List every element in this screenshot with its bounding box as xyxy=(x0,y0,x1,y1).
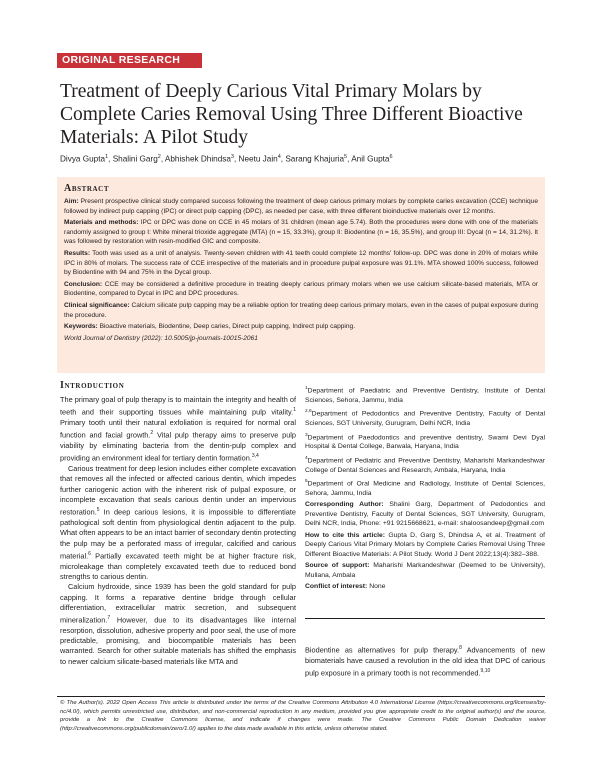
author-name: Abhishek Dhindsa xyxy=(164,154,231,164)
introduction-column xyxy=(60,380,296,667)
footer-rule xyxy=(57,696,545,697)
intro-text: In deep carious lesions, it is impossible to differentiate pathological soft dentin from physiological dentin adjacent to the pulp. What often appears to be an intact barrier of secondary dentin protecting the pulp may be a perforated mass of irregular, calcified and carious material. xyxy=(60,507,296,561)
intro-text: Primary tooth until their natural exfoliation is required for normal oral function and facial growth. xyxy=(60,418,296,440)
article-title: Treatment of Deeply Carious Vital Primary Molars by Complete Caries Removal Using Three Different Bioactive Materials: A Pilot Study xyxy=(60,81,523,148)
affiliation-sup: 1 xyxy=(305,386,308,391)
abstract-conclusion-text: CCE may be considered a definitive procedure in treating deeply carious primary molars when we use calcium silicate-based materials, MTA or Biodentine, compared to Dycal in IPC and DPC procedures. xyxy=(64,280,538,298)
abstract-box xyxy=(57,177,545,373)
abstract-aim-label: Aim: xyxy=(64,198,79,205)
citation-sup: 5 xyxy=(96,507,100,514)
column-divider xyxy=(305,618,545,619)
affiliation-text: Department of Pediatric and Preventive Dentistry, Maharishi Markandeshwar College of Dental Sciences and Research, Ambala, Haryana, India xyxy=(305,457,545,474)
how-to-cite-label: How to cite this article: xyxy=(305,531,386,539)
affiliation xyxy=(305,384,545,405)
abstract-aim xyxy=(64,197,538,216)
affiliations-column xyxy=(305,384,545,594)
conflict-text: None xyxy=(369,583,386,591)
corresponding-text: Shalini Garg, Department of Pedodontics and Preventive Dentistry, Faculty of Dental Sciences, SGT University, Gurugram, Delhi NCR, India, Phone: +91 9215668621, e-mail: shaloosandeep@gmail.com xyxy=(305,501,546,528)
body-text: Advancements of new biomaterials have caused a revolution in the old idea that DPC of carious pulp exposure in a primary tooth is not recommended. xyxy=(305,645,545,678)
journal-citation-text: World Journal of Dentistry (2022): 10.5005/jp-journals-10015-2061 xyxy=(64,334,258,342)
abstract-results-label: Results: xyxy=(64,249,91,257)
author-sup: 3 xyxy=(230,154,234,160)
abstract-aim-text: Present prospective clinical study compared success following the treatment of deep carious primary molars by complete caries excavation (CCE) technique followed by indirect pulp capping (IPC) or direct pulp capping (DPC), as needed per case, with three different bioinductive materials over 12 months. xyxy=(64,198,538,215)
abstract-keywords xyxy=(64,322,538,332)
body-text: Biodentine as alternatives for pulp therapy. xyxy=(305,645,460,655)
citation-sup: 7 xyxy=(107,615,111,622)
support-label: Source of support: xyxy=(305,562,370,570)
abstract-methods xyxy=(64,218,538,247)
author-sup: 6 xyxy=(389,154,393,160)
affiliation-text: Department of Paediatric and Preventive Dentistry, Institute of Dental Sciences, Sehora, Jammu, India xyxy=(305,387,545,404)
abstract-methods-text: IPC or DPC was done on CCE in 45 molars of 31 children (mean age 5.74). Both the procedures were done with one of the materials randomly assigned to group I: White mineral trioxide aggregate (MTA) (n = 15, 33.3%), group II: Biodentine (n = 16, 35.5%), and group III: Dycal (n = 14, 31.2%). It was followed by restoration with resin-modified GIC and composite. xyxy=(64,219,538,246)
abstract-conclusion-label: Conclusion: xyxy=(64,280,103,288)
affiliation xyxy=(305,431,545,452)
affiliation-sup: 3 xyxy=(305,432,308,438)
affiliation xyxy=(305,477,545,498)
intro-text: Calcium hydroxide, since 1939 has been the gold standard for pulp capping. It forms a reparative dentine bridge through cellular differentiation, extracellular matrix secretion, and subsequent mineralization. xyxy=(60,582,296,625)
corresponding-label: Corresponding Author: xyxy=(305,501,384,509)
abstract-clinical-label: Clinical significance: xyxy=(64,301,130,309)
article-type-label: ORIGINAL RESEARCH xyxy=(57,53,202,68)
affiliation-text: Department of Pedodontics and Preventive Dentistry, Faculty of Dental Sciences, SGT University, Gurugram, Delhi NCR, India xyxy=(305,410,545,428)
author-name: Neetu Jain xyxy=(238,154,278,164)
abstract-conclusion xyxy=(64,280,538,299)
corresponding-author xyxy=(305,500,545,529)
introduction-heading: Introduction xyxy=(60,380,125,391)
support-text: Maharishi Markandeshwar (Deemed to be University), Mullana, Ambala xyxy=(305,562,545,579)
intro-text: The primary goal of pulp therapy is to maintain the integrity and health of teeth and their supporting tissues while maintaining pulp vitality. xyxy=(60,395,296,417)
author-list: Divya Gupta$^1$, Shalini Garg$^2$, Abhishek Dhindsa$^3$, Neetu Jain$^4$, Sarang Khajuria$^5$, Anil Gupta$^6$ xyxy=(60,154,393,164)
conflict-label: Conflict of interest: xyxy=(305,583,368,591)
right-body-text xyxy=(305,643,545,679)
abstract-clinical xyxy=(64,301,538,320)
author-sup: 4 xyxy=(277,154,281,160)
author-name: Sarang Khajuria xyxy=(285,154,345,164)
affiliation-text: Department of Oral Medicine and Radiology, Institute of Dental Sciences, Sehora, Jammu, India xyxy=(305,480,545,497)
citation-sup: 9,10 xyxy=(480,668,491,675)
conflict-of-interest xyxy=(305,582,545,592)
affiliation-sup: 4 xyxy=(305,455,308,461)
affiliation xyxy=(305,454,545,475)
journal-citation xyxy=(64,334,538,344)
author-name: Anil Gupta xyxy=(351,154,390,164)
abstract-keywords-label: Keywords: xyxy=(64,323,98,331)
intro-text: Partially excavated teeth might be at higher fracture risk, microleakage than completely excavated teeth due to reduced bond strengths to carious dentin. xyxy=(60,551,296,581)
author-sup: 1 xyxy=(105,154,109,160)
source-of-support xyxy=(305,561,545,580)
citation-sup: 2 xyxy=(150,430,154,437)
abstract-keywords-text: Bioactive materials, Biodentine, Deep caries, Direct pulp capping, Indirect pulp capping. xyxy=(99,323,356,331)
author-sup: 2 xyxy=(157,154,161,160)
intro-paragraph xyxy=(60,464,296,582)
intro-paragraph xyxy=(60,582,296,667)
abstract-clinical-text: Calcium silicate pulp capping may be a reliable option for treating deep carious primary molars, even in the cases of pulpal exposure during the procedure. xyxy=(64,301,538,319)
author-name: Divya Gupta xyxy=(60,154,106,164)
how-to-cite-text: Gupta D, Garg S, Dhindsa A, et al. Treatment of Deeply Carious Vital Primary Molars by Complete Caries Removal Using Three Different Bioactive Materials: A Pilot Study. World J Dent 2022;13(4):382–388. xyxy=(305,531,545,558)
affiliation-sup: 5 xyxy=(305,479,308,485)
affiliation xyxy=(305,407,545,428)
intro-paragraph xyxy=(60,395,296,464)
affiliation-sup: 2,6 xyxy=(305,409,312,415)
citation-sup: 6 xyxy=(88,550,91,557)
how-to-cite xyxy=(305,531,545,560)
abstract-heading: Abstract xyxy=(64,183,110,194)
abstract-methods-label: Materials and methods: xyxy=(64,219,139,227)
author-name: Shalini Garg xyxy=(112,154,158,164)
citation-sup: 1 xyxy=(293,407,296,414)
citation-sup: 3,4 xyxy=(251,453,259,460)
abstract-results xyxy=(64,249,538,278)
intro-text: Carious treatment for deep lesion includes either complete excavation that removes all the infected or affected carious dentin, which impedes further cariogenic action with the inherent risk of pulpal exposure, or incomplete excavation that seals carious dentin under an impervious restoration. xyxy=(60,464,296,517)
body-paragraph xyxy=(305,643,545,679)
license-footer: © The Author(s). 2022 Open Access This article is distributed under the terms of the Creative Commons Attribution 4.0 International License (https://creativecommons.org/licenses/by-nc/4.0/), which permits unrestricted use, distribution, and non-commercial reproduction in any medium, provided you give appropriate credit to the original author(s) and the source, provide a link to the Creative Commons license, and indicate if changes were made. The Creative Commons Public Domain Dedication waiver (http://creativecommons.org/publicdomain/zero/1.0/) applies to the data made available in this article, unless otherwise stated. xyxy=(60,700,546,732)
intro-text: However, due to its disadvantages like internal resorption, dissolution, adhesive property and poor seal, the use of more predictable, promising, and biocompatible materials has been warranted. Search for other suitable materials has shifted the emphasis to newer calcium silicate-based materials like MTA and xyxy=(60,615,296,666)
author-sup: 5 xyxy=(344,154,348,160)
abstract-results-text: Tooth was used as a unit of analysis. Twenty-seven children with 41 teeth could complete 12 months' follow-up. DPC was done in 20% of molars while IPC in 80% of molars. The success rate of CCE irrespective of the materials and in procedure pulpal exposure was 91.1%. MTA showed 100% success, followed by Biodentine with 94 and 75% in the Dycal group. xyxy=(64,249,538,277)
affiliation-text: Department of Paedodontics and preventive dentistry, Swami Devi Dyal Hospital & Dental College, Barwala, Haryana, India xyxy=(305,433,545,451)
intro-text: Vital pulp therapy aims to preserve pulp viability by eliminating bacteria from the dentin-pulp complex and providing an environment ideal for tertiary dentin formation. xyxy=(60,430,296,463)
citation-sup: 8 xyxy=(459,645,462,651)
